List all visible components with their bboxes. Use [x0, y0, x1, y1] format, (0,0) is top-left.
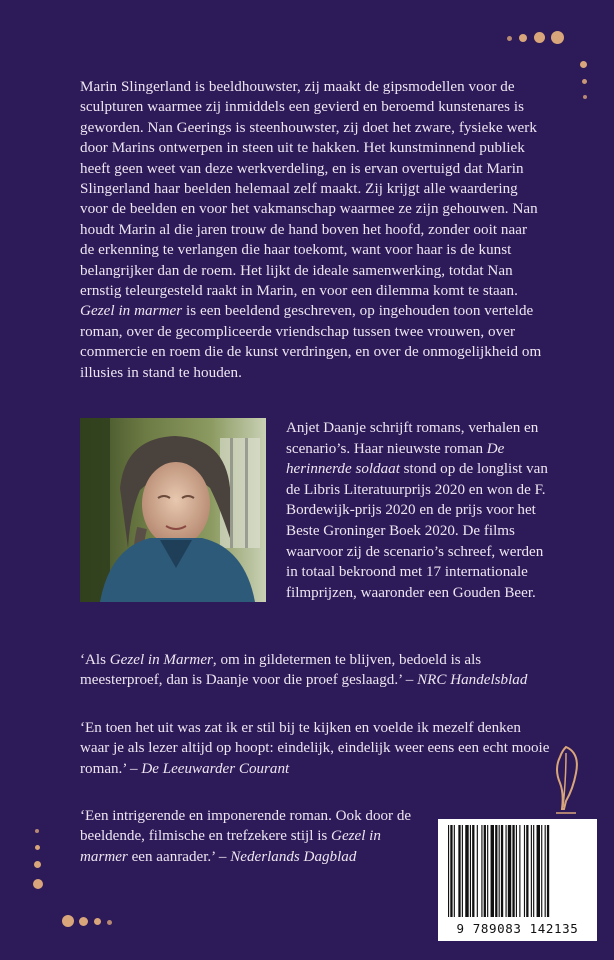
quill-logo-icon: [546, 743, 586, 815]
blurb-text: Marin Slingerland is beeldhouwster, zij maakt de gipsmodellen voor de sculpturen waarmee zij inmiddels een gevierd en beroemd kunstenares is geworden. Nan Geerings is steenhouwster, zij doet het zware, fysieke werk door Marins ontwerpen in steen uit te hakken. Het kunstminnend publiek heeft geen weet van deze werkverdeling, en is ervan overtuigd dat Marin Slingerland haar beelden helemaal zelf maakt. Zij krijgt alle waardering voor de beelden en voor het vakmanschap waarmee ze zijn gehouwen. Nan houdt Marin al die jaren trouw de hand boven het hoofd, zonder ooit naar de erkenning te verlangen die haar toekomt, want voor haar is de kunst belangrijker dan de roem. Het lijkt de ideale samenwerking, totdat Nan ernstig teleurgesteld raakt in Marin, en voor een dilemma komt te staan.: [80, 79, 538, 300]
barcode-bar: [499, 825, 500, 917]
isbn-barcode: [438, 819, 597, 941]
quote-book-title: Gezel in marmer: [80, 828, 381, 865]
barcode-bar: [450, 825, 452, 917]
barcode-bar: [487, 825, 488, 917]
barcode-bar: [472, 825, 474, 917]
barcode-bar: [458, 825, 460, 917]
barcode-bar: [470, 825, 471, 917]
barcode-bar: [526, 825, 528, 917]
barcode-bar: [484, 825, 486, 917]
barcode-bar: [462, 825, 463, 917]
quote-book-title: Gezel in Marmer: [109, 652, 213, 668]
barcode-bar: [465, 825, 468, 917]
barcode-bar: [495, 825, 497, 917]
quote-source: NRC Handelsblad: [417, 672, 528, 689]
barcode-bar: [512, 825, 514, 917]
quote-text-continued: , om in gildetermen te blijven, bedoeld is als meesterproef, dan is Daanje voor die proef geslaagd.’ –: [80, 652, 482, 689]
barcode-bar: [454, 825, 455, 917]
bio-rest: stond op de longlist van de Libris Literatuurprijs 2020 en won de F. Bordewijk-prijs 2020 en de prijs voor het Beste Groninger Boek 2020. De films waarvoor zij de scenario’s schreef, werden in totaal bekroond met 17 internationale filmprijzen, waaronder een Gouden Beer.: [286, 461, 548, 601]
barcode-bar: [531, 825, 532, 917]
book-blurb: [80, 77, 545, 383]
barcode-bars: [438, 819, 597, 923]
quote-source: Nederlands Dagblad: [230, 848, 357, 865]
barcode-bar: [541, 825, 542, 917]
barcode-bar: [477, 825, 478, 917]
barcode-bar: [481, 825, 482, 917]
barcode-bar: [501, 825, 503, 917]
quote-text: ‘Een intrigerende en imponerende roman. Ook door de beeldende, filmische en trefzekere stijl is: [80, 808, 412, 845]
barcode-bar: [545, 825, 546, 917]
quote-text: ‘Als: [80, 652, 110, 668]
barcode-bar: [533, 825, 534, 917]
barcode-bar: [448, 825, 449, 917]
bio-intro: Anjet Daanje schrijft romans, verhalen en scenario’s. Haar nieuwste roman: [286, 420, 539, 457]
barcode-bar: [537, 825, 540, 917]
barcode-bar: [516, 825, 517, 917]
blurb-book-title: Gezel in marmer: [80, 303, 183, 320]
barcode-bar: [491, 825, 494, 917]
barcode-bar: [547, 825, 549, 917]
barcode-bar: [524, 825, 525, 917]
barcode-bar: [508, 825, 511, 917]
quote-source: De Leeuwarder Courant: [141, 760, 290, 777]
author-bio: [286, 418, 556, 603]
bio-novel-title: De herinnerde soldaat: [286, 440, 505, 478]
review-quote-3: [80, 806, 425, 867]
isbn-number: 9 789083 142135: [456, 921, 579, 936]
quote-text-continued: een aanrader.’ –: [127, 848, 231, 865]
author-portrait-photo: [80, 418, 266, 602]
quote-text: ‘En toen het uit was zat ik er stil bij te kijken en voelde ik mezelf denken waar je als lezer altijd op hoopt: eindelijk, eindelijk weer eens een echt mooie roman.’ –: [80, 720, 550, 777]
review-quote-2: [80, 718, 550, 779]
review-quote-1: [80, 650, 550, 691]
blurb-text-continued: is een beeldend geschreven, op ingehouden toon vertelde roman, over de gecompliceerde vriendschap tussen twee vrouwen, over commercie en roem die de kunst verdringen, en over de onmogelijkheid om illusies in stand te houden.: [80, 303, 542, 381]
barcode-bar: [519, 825, 520, 917]
barcode-bar: [506, 825, 507, 917]
